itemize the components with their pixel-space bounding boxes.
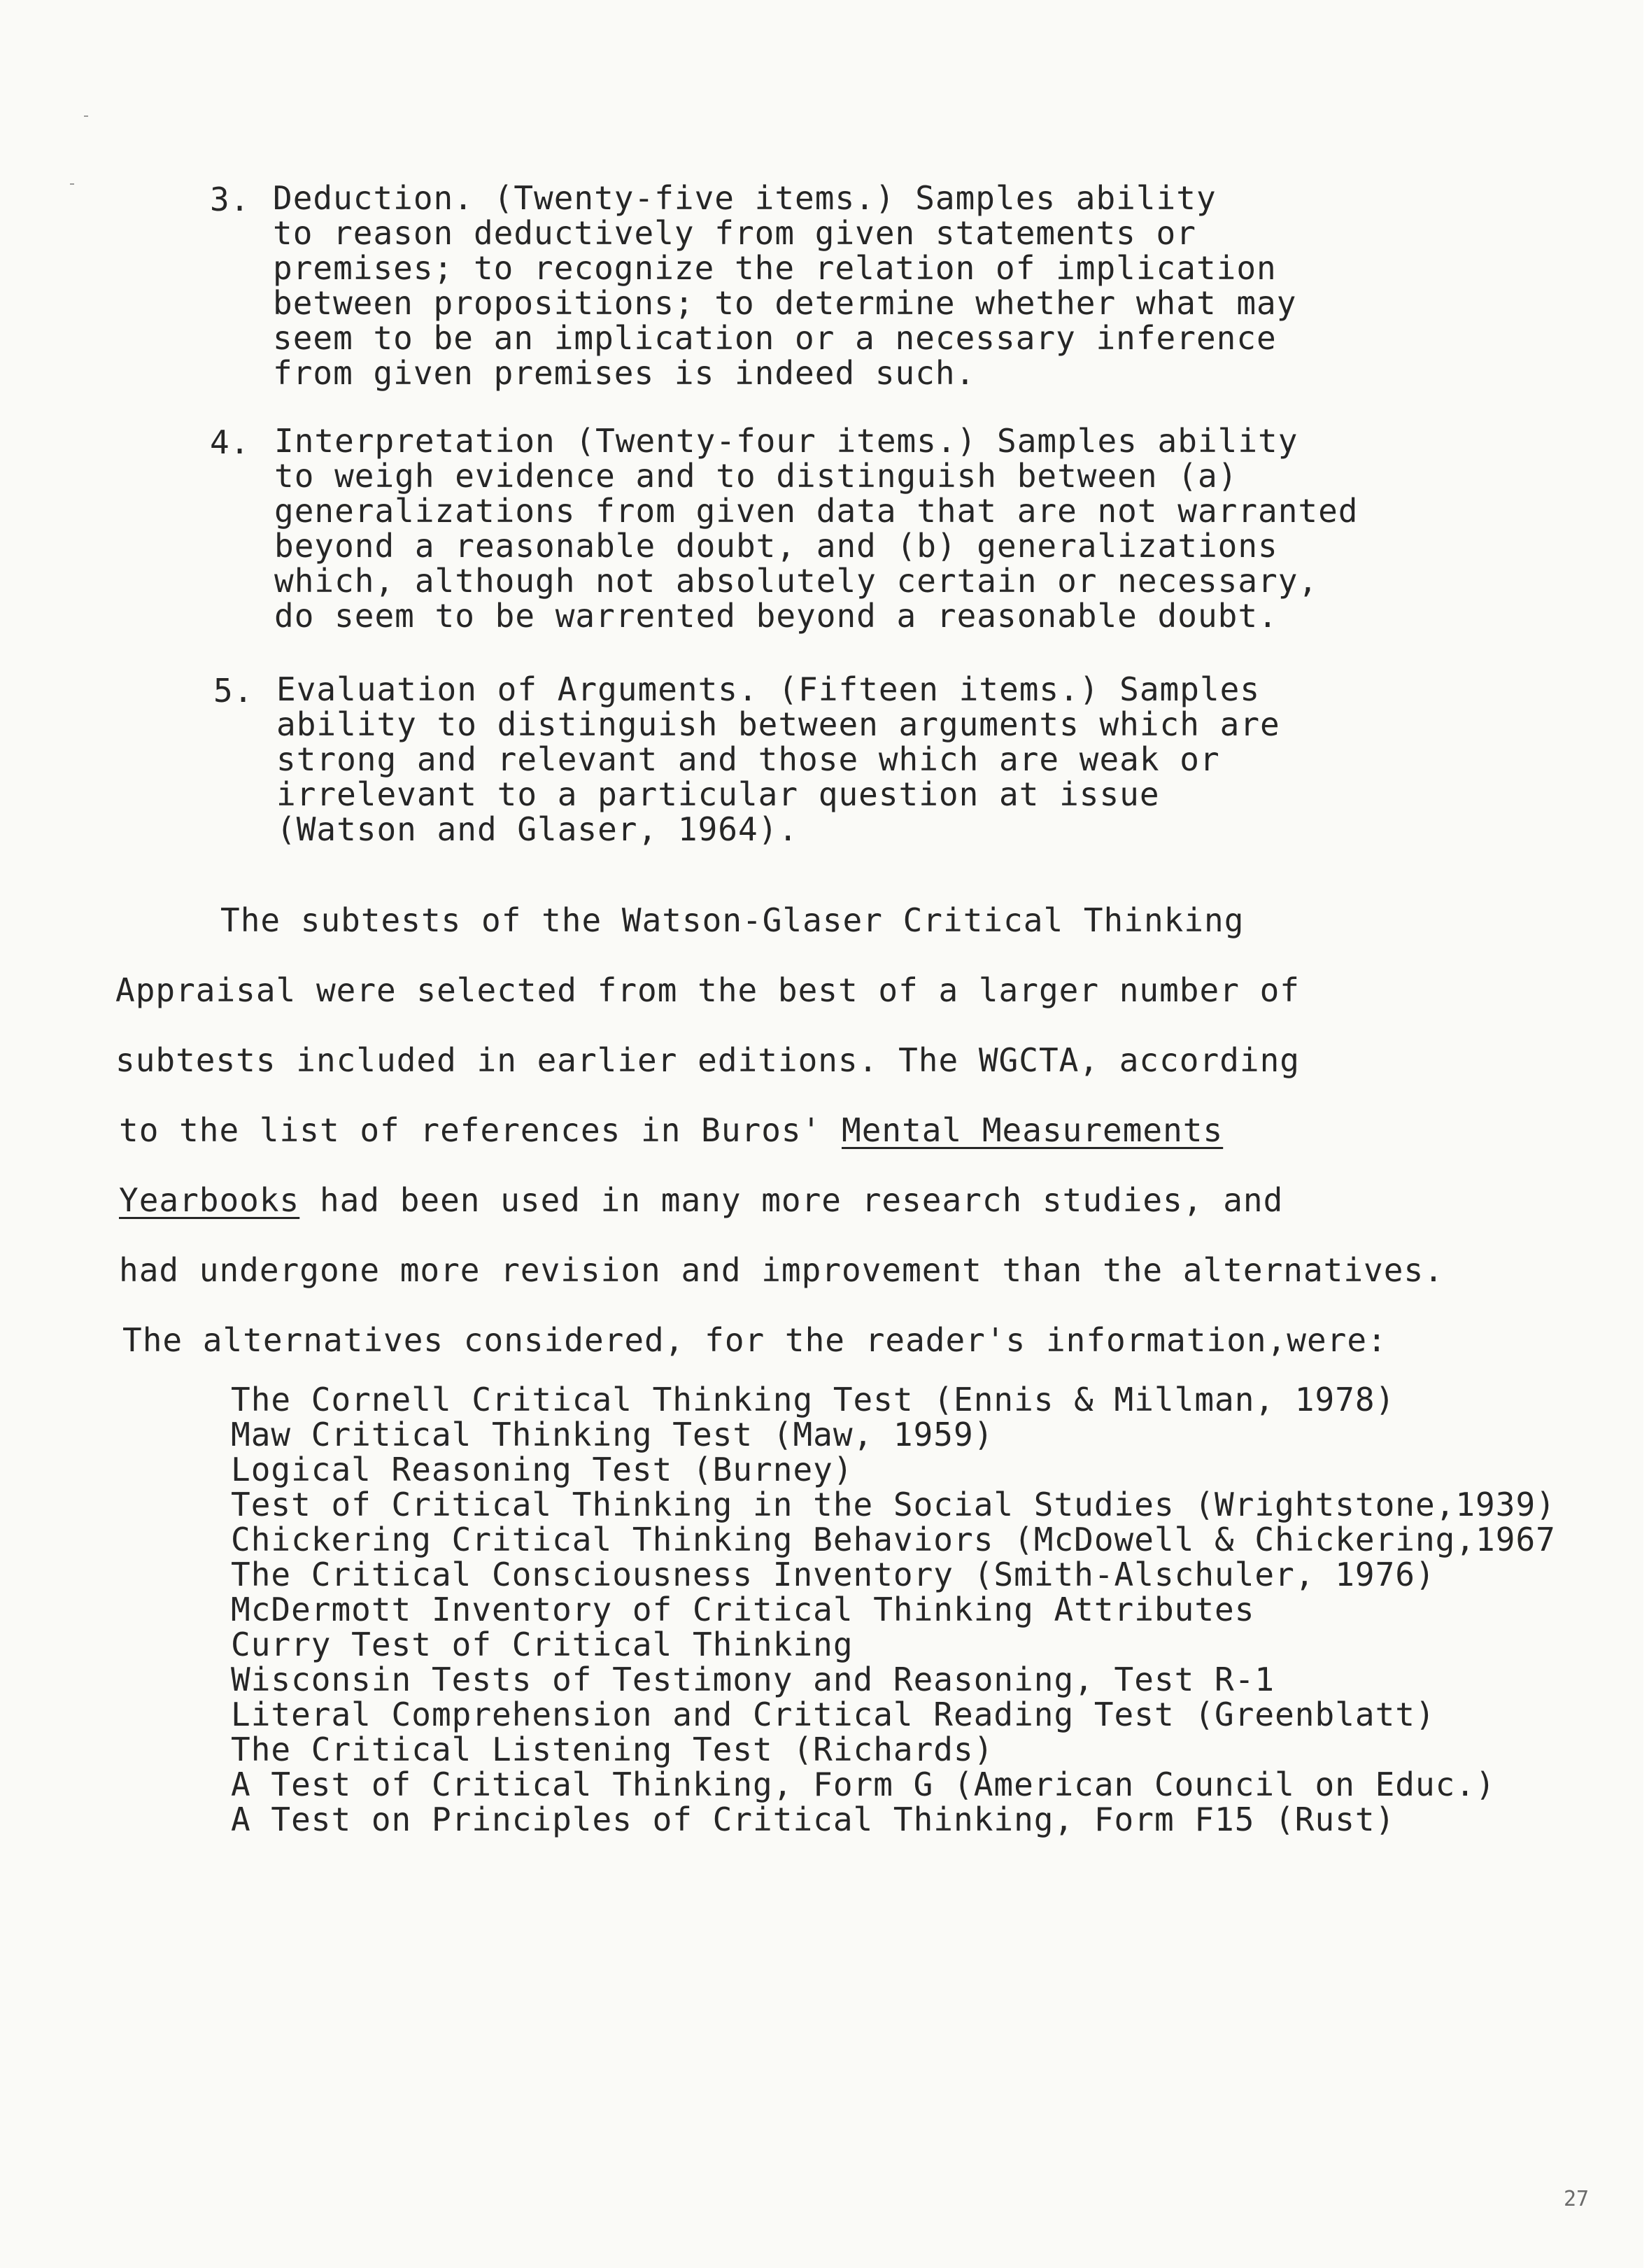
underlined-title: Mental Measurements xyxy=(842,1111,1224,1149)
page-edge xyxy=(1643,0,1649,2268)
list-item: The Critical Consciousness Inventory (Smith-Alschuler, 1976) xyxy=(231,1556,1436,1593)
item-line: premises; to recognize the relation of implication xyxy=(273,249,1277,287)
list-item: Logical Reasoning Test (Burney) xyxy=(231,1451,854,1488)
underlined-title: Yearbooks xyxy=(119,1181,300,1219)
list-item: McDermott Inventory of Critical Thinking Attributes xyxy=(231,1591,1255,1628)
item-number: 3. xyxy=(210,181,250,218)
paragraph-line: subtests included in earlier editions. The WGCTA, according xyxy=(115,1041,1300,1079)
page-number: 27 xyxy=(1564,2187,1590,2211)
alternatives-list xyxy=(231,1382,1556,1837)
list-item: A Test of Critical Thinking, Form G (American Council on Educ.) xyxy=(231,1766,1496,1803)
paragraph-text: to the list of references in Buros' xyxy=(119,1111,842,1149)
item-line: from given premises is indeed such. xyxy=(273,354,976,392)
item-line: Interpretation (Twenty-four items.) Samples ability xyxy=(274,422,1298,460)
paragraph-line: had undergone more revision and improvement than the alternatives. xyxy=(119,1251,1444,1289)
paragraph-line: The subtests of the Watson-Glaser Critical Thinking xyxy=(220,901,1245,939)
list-item: The Cornell Critical Thinking Test (Ennis & Millman, 1978) xyxy=(231,1381,1396,1418)
item-line: beyond a reasonable doubt, and (b) generalizations xyxy=(274,527,1278,565)
list-item: Test of Critical Thinking in the Social Studies (Wrightstone,1939) xyxy=(231,1486,1556,1523)
item-line: to weigh evidence and to distinguish between (a) xyxy=(274,457,1238,495)
scan-speck xyxy=(70,183,74,185)
list-item: The Critical Listening Test (Richards) xyxy=(231,1731,994,1768)
paragraph-line: Appraisal were selected from the best of a larger number of xyxy=(115,971,1300,1009)
item-line: seem to be an implication or a necessary inference xyxy=(273,319,1277,357)
item-line: strong and relevant and those which are weak or xyxy=(276,740,1220,778)
item-line: between propositions; to determine whether what may xyxy=(273,284,1297,322)
paragraph-text: had been used in many more research studies, and xyxy=(299,1181,1284,1219)
list-item: Curry Test of Critical Thinking xyxy=(231,1626,854,1663)
list-item: Literal Comprehension and Critical Reading Test (Greenblatt) xyxy=(231,1696,1436,1733)
item-line: to reason deductively from given statements or xyxy=(273,214,1196,252)
item-line: (Watson and Glaser, 1964). xyxy=(276,810,799,848)
item-line: generalizations from given data that are not warranted xyxy=(274,492,1359,530)
item-number: 5. xyxy=(213,672,254,710)
item-line: Deduction. (Twenty-five items.) Samples ability xyxy=(273,179,1217,217)
paragraph-line: The alternatives considered, for the reader's information,were: xyxy=(122,1321,1387,1359)
paragraph-line xyxy=(119,1179,1283,1221)
list-item: Chickering Critical Thinking Behaviors (McDowell & Chickering,1967 xyxy=(231,1521,1556,1558)
item-line: ability to distinguish between arguments which are xyxy=(276,705,1280,743)
paragraph-line xyxy=(119,1109,1223,1151)
item-line: irrelevant to a particular question at issue xyxy=(276,775,1160,813)
item-line: do seem to be warrented beyond a reasonable doubt. xyxy=(274,597,1278,635)
item-line: Evaluation of Arguments. (Fifteen items.) Samples xyxy=(276,670,1261,708)
item-number: 4. xyxy=(210,423,250,461)
item-line: which, although not absolutely certain or necessary, xyxy=(274,562,1319,600)
list-item: Wisconsin Tests of Testimony and Reasoning, Test R-1 xyxy=(231,1661,1275,1698)
scan-speck xyxy=(84,115,88,117)
list-item: A Test on Principles of Critical Thinking, Form F15 (Rust) xyxy=(231,1801,1396,1838)
list-item: Maw Critical Thinking Test (Maw, 1959) xyxy=(231,1416,994,1453)
